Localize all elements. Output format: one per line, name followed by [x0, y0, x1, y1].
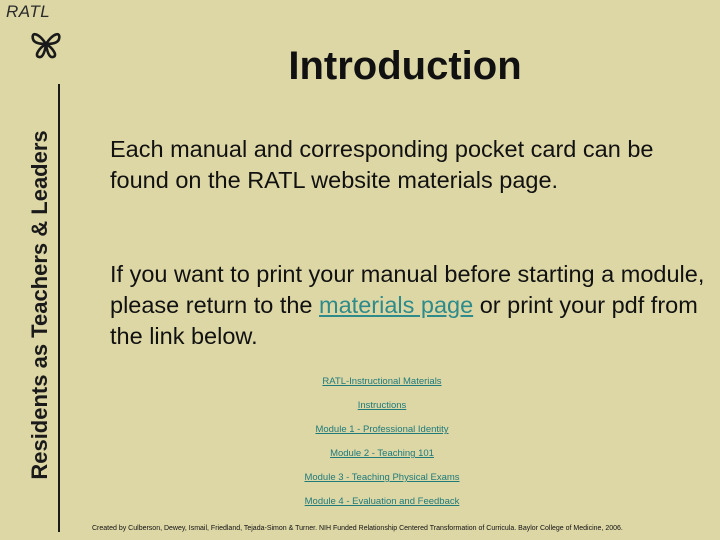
sidebar-title: Residents as Teachers & Leaders: [27, 130, 52, 480]
link-instructions[interactable]: Instructions: [357, 400, 407, 411]
intro-paragraph: Each manual and corresponding pocket card can be found on the RATL website materials page.: [110, 136, 654, 193]
link-instructional-materials[interactable]: RATL-Instructional Materials: [322, 376, 442, 387]
pdf-link-list: [282, 370, 482, 514]
footer-credits: Created by Culberson, Dewey, Ismail, Friedland, Tejada-Simon & Turner. NIH Funded Relationship Centered Transformation of Curricula. Baylor College of Medicine, 2006.: [92, 525, 623, 532]
link-module-4[interactable]: Module 4 - Evaluation and Feedback: [304, 496, 460, 507]
print-paragraph-text-end: or print your pdf from the link below.: [110, 292, 698, 349]
link-module-1[interactable]: Module 1 - Professional Identity: [315, 424, 449, 435]
print-paragraph: [110, 259, 710, 352]
sidebar-divider: [58, 84, 60, 532]
brand-mark: RATL: [6, 2, 51, 21]
link-module-3[interactable]: Module 3 - Teaching Physical Exams: [304, 472, 460, 483]
slide-title: Introduction: [288, 44, 522, 88]
print-paragraph-text-start: If you want to print your manual before starting a module, please return to the: [110, 261, 705, 318]
materials-page-link[interactable]: materials page: [319, 292, 474, 318]
sidebar: [0, 0, 90, 540]
link-module-2[interactable]: Module 2 - Teaching 101: [330, 448, 434, 459]
butterfly-icon: [28, 26, 64, 62]
